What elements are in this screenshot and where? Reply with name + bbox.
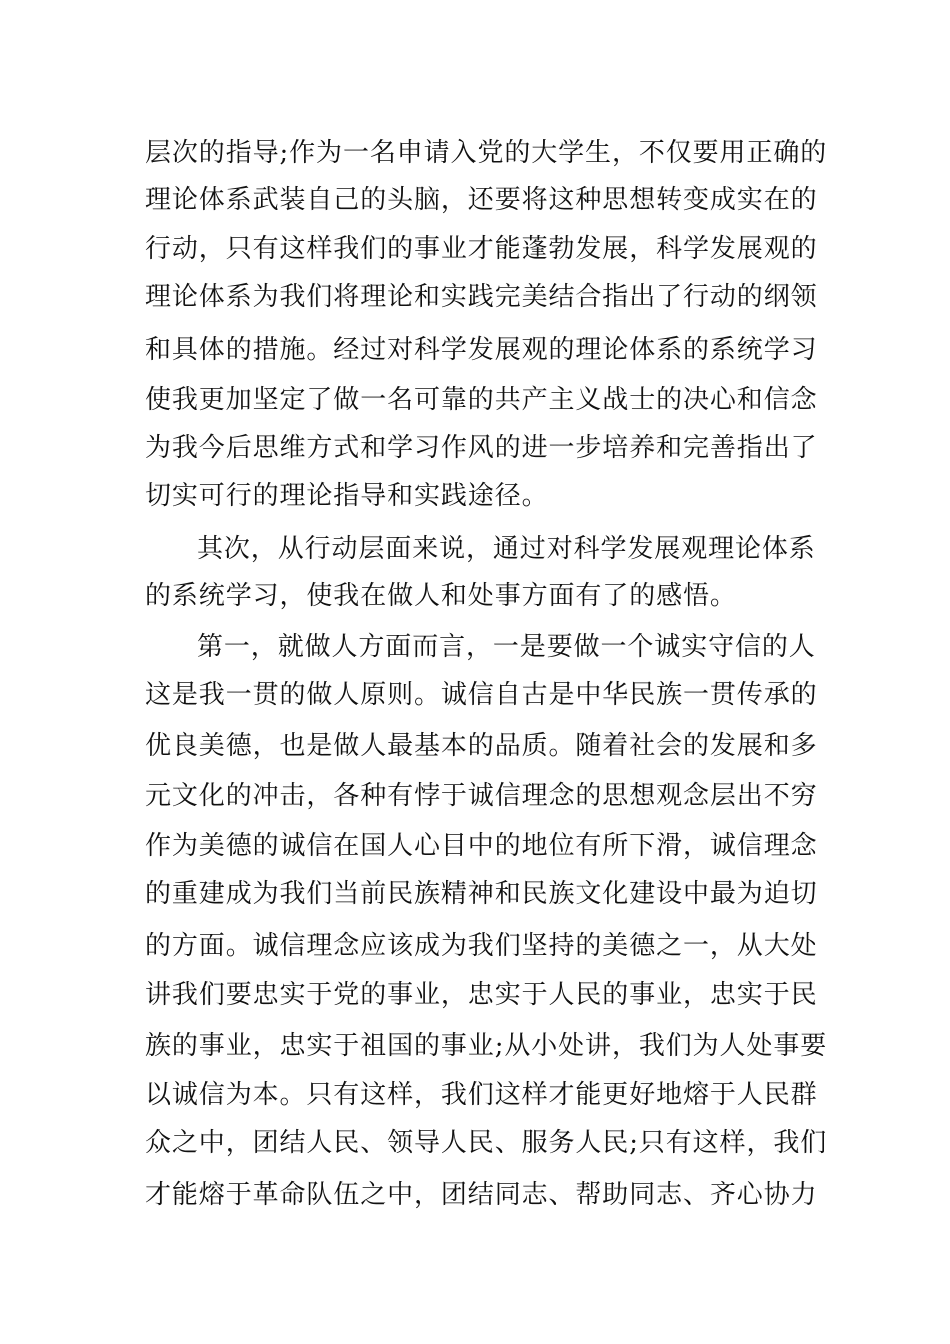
text-line: 为我今后思维方式和学习作风的进一步培养和完善指出了	[145, 433, 818, 463]
text-line: 切实可行的理论指导和实践途径。	[145, 481, 549, 511]
paragraph-first-line: 其次，从行动层面来说，通过对科学发展观理论体系	[197, 534, 816, 564]
text-line: 讲我们要忠实于党的事业，忠实于人民的事业，忠实于民	[145, 980, 818, 1010]
text-line: 众之中，团结人民、领导人民、服务人民;只有这样，我们	[145, 1128, 828, 1158]
text-line: 优良美德，也是做人最基本的品质。随着社会的发展和多	[145, 731, 818, 761]
text-line: 使我更加坚定了做一名可靠的共产主义战士的决心和信念	[145, 385, 818, 415]
text-line: 这是我一贯的做人原则。诚信自古是中华民族一贯传承的	[145, 680, 818, 710]
text-line: 作为美德的诚信在国人心目中的地位有所下滑，诚信理念	[145, 831, 818, 861]
text-line: 才能熔于革命队伍之中，团结同志、帮助同志、齐心协力	[145, 1180, 818, 1210]
text-line: 以诚信为本。只有这样，我们这样才能更好地熔于人民群	[145, 1080, 818, 1110]
text-line: 行动，只有这样我们的事业才能蓬勃发展，科学发展观的	[145, 234, 818, 264]
text-line: 的系统学习，使我在做人和处事方面有了的感悟。	[145, 581, 737, 611]
text-line: 元文化的冲击，各种有悖于诚信理念的思想观念层出不穷	[145, 781, 818, 811]
text-line: 族的事业，忠实于祖国的事业;从小处讲，我们为人处事要	[145, 1031, 828, 1061]
text-line: 和具体的措施。经过对科学发展观的理论体系的系统学习	[145, 335, 818, 365]
paragraph-first-line: 第一，就做人方面而言，一是要做一个诚实守信的人	[197, 632, 816, 662]
text-line: 层次的指导;作为一名申请入党的大学生，不仅要用正确的	[145, 138, 828, 168]
text-line: 的重建成为我们当前民族精神和民族文化建设中最为迫切	[145, 879, 818, 909]
text-line: 理论体系武装自己的头脑，还要将这种思想转变成实在的	[145, 185, 818, 215]
text-line: 的方面。诚信理念应该成为我们坚持的美德之一，从大处	[145, 931, 818, 961]
text-line: 理论体系为我们将理论和实践完美结合指出了行动的纲领	[145, 282, 818, 312]
